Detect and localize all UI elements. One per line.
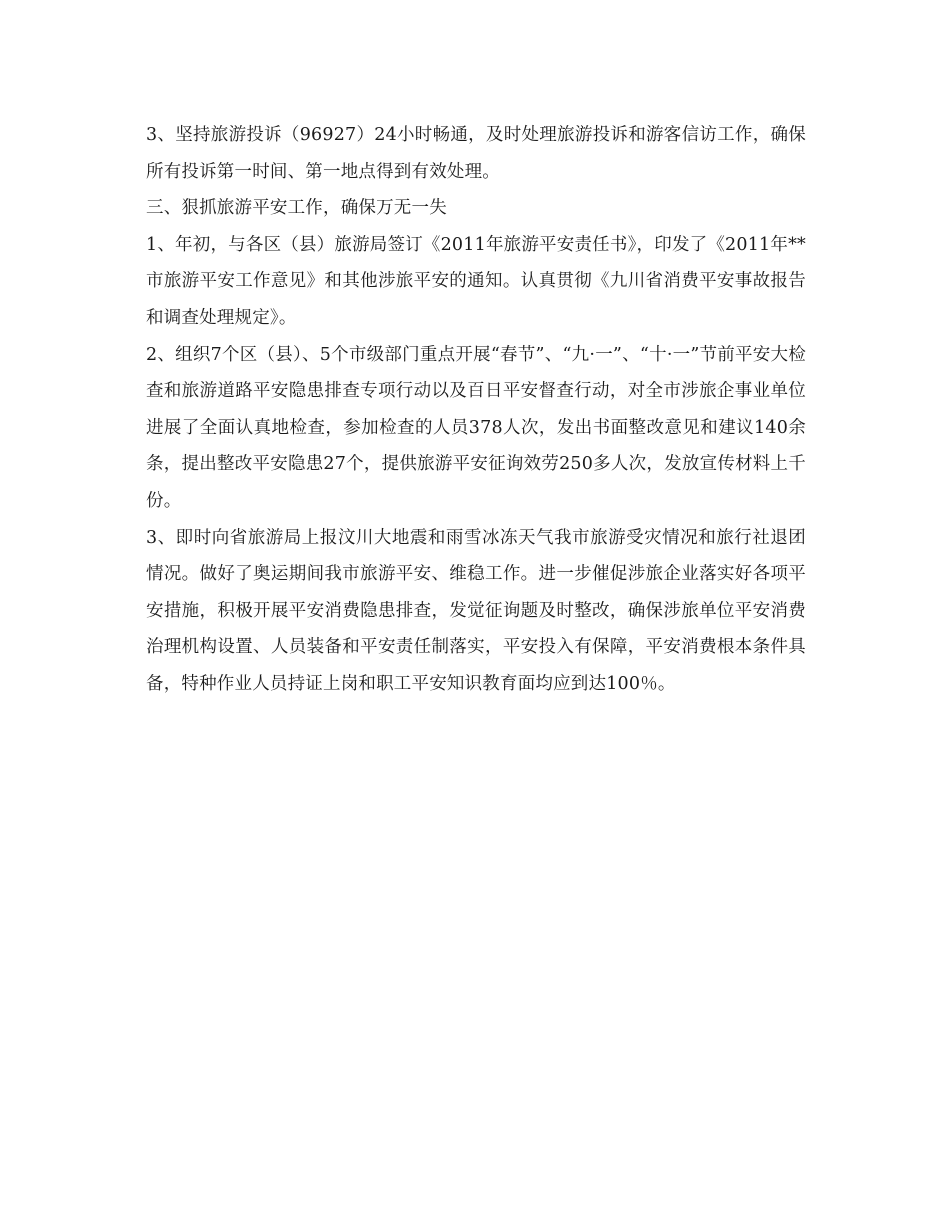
section-heading-tourism-safety: 三、狠抓旅游平安工作，确保万无一失 [146,198,447,219]
paragraph-safety-responsibility: 1、年初，与各区（县）旅游局签订《2011年旅游平安责任书》，印发了《2011年**市旅游平安工作意见》和其他涉旅平安的通知。认真贯彻《九川省消费平安事故报告和调查处理规定》。 [146,234,806,328]
paragraph-complaint-hotline: 3、坚持旅游投诉（96927）24小时畅通，及时处理旅游投诉和游客信访工作，确保所有投诉第一时间、第一地点得到有效处理。 [146,125,806,182]
paragraph-disaster-reporting: 3、即时向省旅游局上报汶川大地震和雨雪冰冻天气我市旅游受灾情况和旅行社退团情况。做好了奥运期间我市旅游平安、维稳工作。进一步催促涉旅企业落实好各项平安措施，积极开展平安消费隐患排查，发觉征询题及时整改，确保涉旅单位平安消费治理机构设置、人员装备和平安责任制落实，平安投入有保障，平安消费根本条件具备，特种作业人员持证上岗和职工平安知识教育面均应到达100％。 [146,527,806,694]
paragraph-safety-inspection: 2、组织7个区（县）、5个市级部门重点开展“春节”、“九·一”、“十·一”节前平安大检查和旅游道路平安隐患排查专项行动以及百日平安督查行动，对全市涉旅企事业单位进展了全面认真地检查，参加检查的人员378人次，发出书面整改意见和建议140余条，提出整改平安隐患27个，提供旅游平安征询效劳250多人次，发放宣传材料上千份。 [146,344,806,511]
document-body [146,117,806,703]
